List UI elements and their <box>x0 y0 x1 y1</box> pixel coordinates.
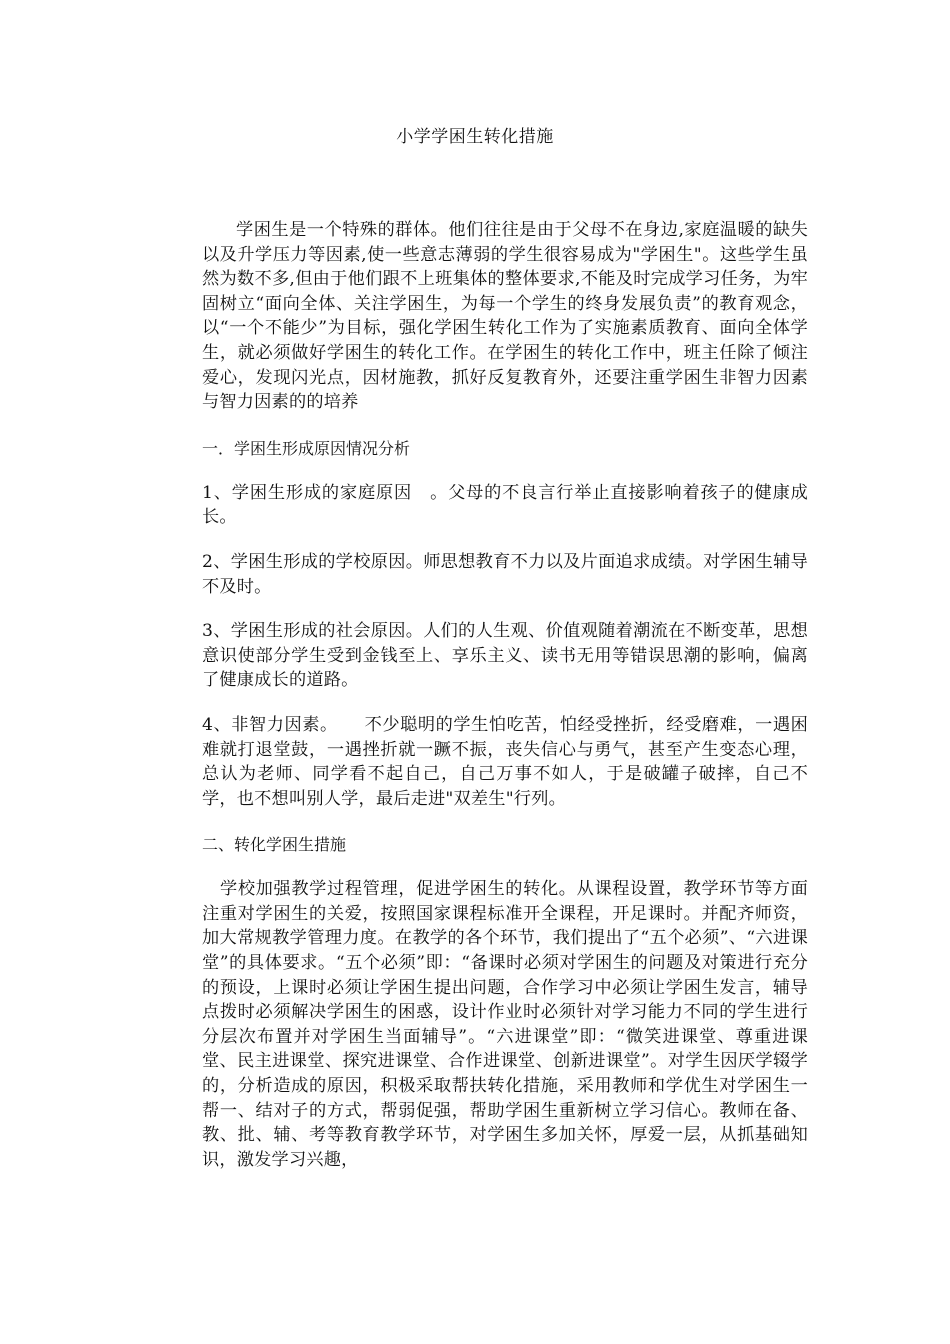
reason-item-3: 3、学困生形成的社会原因。人们的人生观、价值观随着潮流在不断变革，思想意识使部分学生受到金钱至上、享乐主义、读书无用等错误思潮的影响，偏离了健康成长的道路。 <box>202 621 808 691</box>
intro-paragraph: 学困生是一个特殊的群体。他们往往是由于父母不在身边,家庭温暖的缺失以及升学压力等因素,使一些意志薄弱的学生很容易成为"学困生"。这些学生虽然为数不多,但由于他们跟不上班集体的整体要求,不能及时完成学习任务，为牢固树立“面向全体、关注学困生，为每一个学生的终身发展负责”的教育观念，以“一个不能少”为目标，强化学困生转化工作为了实施素质教育、面向全体学生，就必须做好学困生的转化工作。在学困生的转化工作中，班主任除了倾注爱心，发现闪光点，因材施教，抓好反复教育外，还要注重学困生非智力因素与智力因素的的培养 <box>202 220 808 413</box>
section-2-heading: 二、转化学困生措施 <box>202 835 347 855</box>
reason-item-2: 2、学困生形成的学校原因。师思想教育不力以及片面追求成绩。对学困生辅导不及时。 <box>202 551 808 597</box>
document-body <box>202 218 808 1172</box>
document-title: 小学学困生转化措施 <box>396 127 554 147</box>
measures-paragraph: 学校加强教学过程管理，促进学困生的转化。从课程设置，教学环节等方面注重对学困生的关爱，按照国家课程标准开全课程，开足课时。并配齐师资，加大常规教学管理力度。在教学的各个环节，我们提出了“五个必须”、“六进课堂”的具体要求。“五个必须”即：“备课时必须对学困生的问题及对策进行充分的预设，上课时必须让学困生提出问题，合作学习中必须让学困生发言，辅导点拨时必须解决学困生的困惑，设计作业时必须针对学习能力不同的学生进行分层次布置并对学困生当面辅导”。“六进课堂”即：“微笑进课堂、尊重进课堂、民主进课堂、探究进课堂、合作进课堂、创新进课堂”。对学生因厌学辍学的，分析造成的原因，积极采取帮扶转化措施，采用教师和学优生对学困生一帮一、结对子的方式，帮弱促强，帮助学困生重新树立学习信心。教师在备、教、批、辅、考等教育教学环节，对学困生多加关怀，厚爱一层，从抓基础知识，激发学习兴趣， <box>202 879 808 1170</box>
reason-item-4: 4、非智力因素。 不少聪明的学生怕吃苦，怕经受挫折，经受磨难，一遇困难就打退堂鼓，一遇挫折就一蹶不振，丧失信心与勇气，甚至产生变态心理，总认为老师、同学看不起自己，自己万事不如人，于是破罐子破摔，自己不学，也不想叫别人学，最后走进"双差生"行列。 <box>202 714 808 809</box>
reason-item-1: 1、学困生形成的家庭原因 。父母的不良言行举止直接影响着孩子的健康成长。 <box>202 482 808 528</box>
section-1-heading: 一．学困生形成原因情况分析 <box>202 438 411 458</box>
